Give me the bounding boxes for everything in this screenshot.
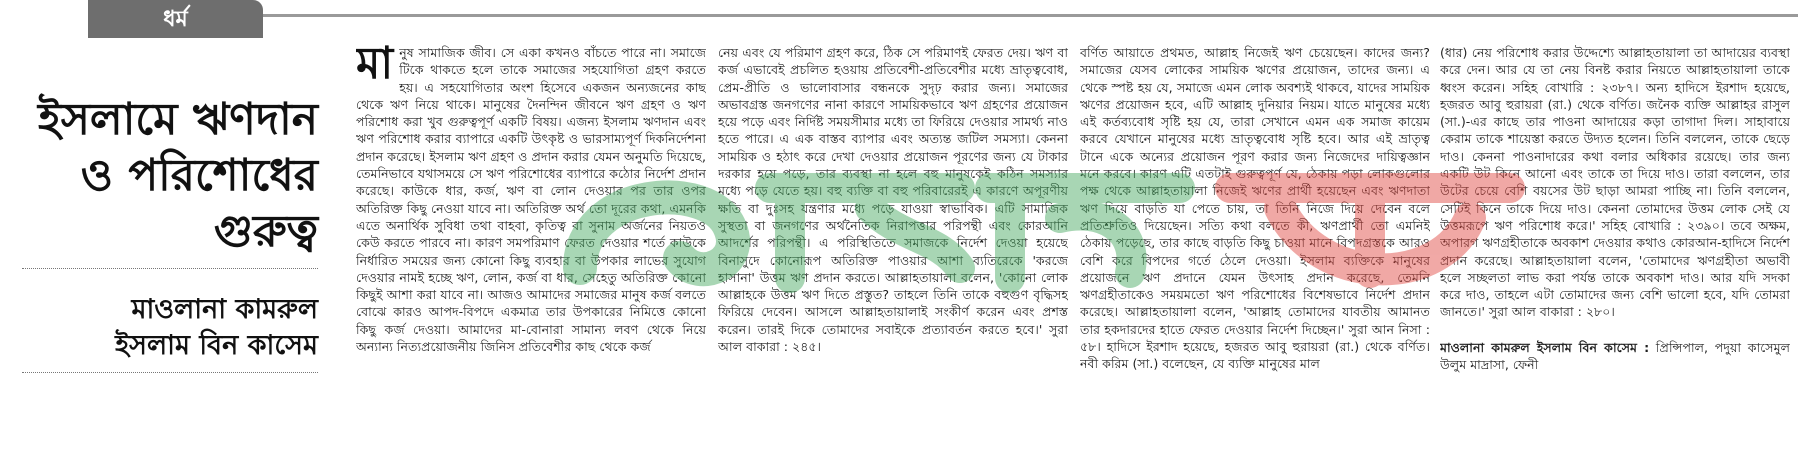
article-column-1: [356, 44, 706, 470]
column-2-text: নেয় এবং যে পরিমাণ গ্রহণ করে, ঠিক সে পরিমাণই ফেরত দেয়। ঋণ বা কর্জ এভাবেই প্রচলিত হওয়ায় প্রতিবেশী-প্রতিবেশীর মধ্যে ভ্রাতৃত্ববোধ, প্রেম-প্রীতি ও ভালোবাসার বন্ধনকে সুদৃঢ় করার জন্য। সমাজের অভাবগ্রস্ত জনগণের নানা কারণে সাময়িকভাবে ঋণ গ্রহণের প্রয়োজন হয়ে পড়ে এবং নির্দিষ্ট সময়সীমার মধ্যে তা ফিরিয়ে দেওয়ার সামর্থ্য নাও হতে পারে। এ এক বাস্তব ব্যাপার এবং অত্যন্ত জটিল সমস্যা। কেননা সাময়িক ও হঠাৎ করে দেখা দেওয়ার প্রয়োজন পূরণের জন্য যে টাকার দরকার হয়ে পড়ে, তার ব্যবস্থা না হলে বহু মানুষকেই কঠিন সমস্যার মধ্যে পড়ে যেতে হয়। বহু ব্যক্তি বা বহু পরিবারেরই এ কারণে অপূরণীয় ক্ষতি বা দুঃসহ যন্ত্রণার মধ্যে পড়ে যাওয়া স্বাভাবিক। এটি সামাজিক সুস্থতা বা জনগণের অর্থনৈতিক নিরাপত্তার পরিপন্থী এবং কোরআনি আদর্শের পরিপন্থী। এ পরিস্থিতিতে সমাজকে নির্দেশ দেওয়া হয়েছে বিনাসুদে কোনোরূপ অতিরিক্ত পাওয়ার আশা ব্যতিরেকে 'করজে হাসানা' উত্তম ঋণ প্রদান করতে। আল্লাহতায়ালা বলেন, 'কোনো লোক আল্লাহকে উত্তম ঋণ দিতে প্রস্তুত? তাহলে তিনি তাকে বহুগুণ বৃদ্ধিসহ ফিরিয়ে দেবেন। আসলে আল্লাহতায়ালাই সংকীর্ণ করেন এবং প্রশস্ত করেন। তারই দিকে তোমাদের সবাইকে প্রত্যাবর্তন করতে হবে।' সুরা আল বাকারা : ২৪৫।: [718, 45, 1068, 355]
author-note-name: মাওলানা কামরুল ইসলাম বিন কাসেম :: [1440, 339, 1650, 355]
divider-bottom: [22, 372, 318, 373]
column-1-text: নুষ সামাজিক জীব। সে একা কখনও বাঁচতে পারে না। সমাজে টিকে থাকতে হলে তাকে সমাজের সহযোগিতা গ্রহণ করতে হয়। এ সহযোগিতার অংশ হিসেবে একজন অন্যজনের কাছ থেকে ঋণ নিয়ে থাকে। মানুষের দৈনন্দিন জীবনে ঋণ গ্রহণ ও ঋণ পরিশোধ করা খুব গুরুত্বপূর্ণ একটি বিষয়। এজন্য ইসলাম ঋণদান এবং ঋণ পরিশোধ করার ব্যাপারে একটি উৎকৃষ্ট ও ভারসাম্যপূর্ণ দিকনির্দেশনা প্রদান করেছে। ইসলাম ঋণ গ্রহণ ও প্রদান করার যেমন অনুমতি দিয়েছে, তেমনিভাবে যথাসময়ে সে ঋণ পরিশোধের ব্যাপারে কঠোর নির্দেশ প্রদান করেছে। কাউকে ধার, কর্জ, ঋণ বা লোন দেওয়ার পর তার ওপর অতিরিক্ত কিছু নেওয়া যাবে না। অতিরিক্ত অর্থ তো দূরের কথা, এমনকি এতে অনার্থিক সুবিধা তথা বাহবা, কৃতিত্ব বা সুনাম অর্জনের নিয়তও কেউ করতে পারবে না। কারণ সমপরিমাণ ফেরত দেওয়ার শর্তে কাউকে নির্ধারিত সময়ের জন্য কোনো কিছু ব্যবহার বা উপকার লাভের সুযোগ দেওয়ার নামই হচ্ছে ঋণ, লোন, কর্জ বা ধার, সেহেতু অতিরিক্ত কোনো কিছুই আশা করা যাবে না। আজও আমাদের সমাজের মানুষ কর্জ বলতে বোঝে কারও আপদ-বিপদে একমাত্র তার উপকারের নিমিত্তে কোনো কিছু কর্জ দেওয়া। আমাদের মা-বোনারা সামান্য লবণ থেকে নিয়ে অন্যান্য নিত্যপ্রয়োজনীয় জিনিস প্রতিবেশীর কাছ থেকে কর্জ: [356, 45, 706, 355]
article-column-3: [1080, 44, 1430, 470]
column-4-text: (ধার) নেয় পরিশোধ করার উদ্দেশ্যে আল্লাহতায়ালা তা আদায়ের ব্যবস্থা করে দেন। আর যে তা নেয় বিনষ্ট করার নিয়তে আল্লাহতায়ালা তাকে ধ্বংস করেন। সহিহ বোখারি : ২৩৮৭। অন্য হাদিসে ইরশাদ হয়েছে, হজরত আবু হুরায়রা (রা.) থেকে বর্ণিত। জনৈক ব্যক্তি আল্লাহর রাসুল (সা.)-এর কাছে তার পাওনা আদায়ের কড়া তাগাদা দিল। সাহাবায়ে কেরাম তাকে শায়েস্তা করতে উদ্যত হলেন। তিনি বললেন, তাকে ছেড়ে দাও। কেননা পাওনাদারের কথা বলার অধিকার রয়েছে। তার জন্য একটি উট কিনে আনো এবং তাকে তা দিয়ে দাও। তারা বললেন, তার উটের চেয়ে বেশি বয়সের উট ছাড়া আমরা পাচ্ছি না। তিনি বললেন, সেটিই কিনে তাকে দিয়ে দাও। কেননা তোমাদের উত্তম লোক সেই যে উত্তমরূপে ঋণ পরিশোধ করে।' সহিহ বোখারি : ২৩৯০। তবে অক্ষম, অপারগ ঋণগ্রহীতাকে অবকাশ দেওয়ার কথাও কোরআন-হাদিসে নির্দেশ প্রদান করেছে। আল্লাহতায়ালা বলেন, 'তোমাদের ঋণগ্রহীতা অভাবী হলে সচ্ছলতা লাভ করা পর্যন্ত তাকে অবকাশ দাও। আর যদি সদকা করে দাও, তাহলে এটা তোমাদের জন্য বেশি ভালো হবে, যদি তোমরা জানতে।' সুরা আল বাকারা : ২৮০।: [1440, 45, 1790, 320]
column-3-text: বর্ণিত আয়াতে প্রথমত, আল্লাহ নিজেই ঋণ চেয়েছেন। কাদের জন্য? সমাজের যেসব লোকের সাময়িক ঋণের প্রয়োজন, তাদের জন্য। এ থেকে স্পষ্ট হয় যে, সমাজে এমন লোক অবশ্যই থাকবে, যাদের সাময়িক ঋণের প্রয়োজন হবে, এটি আল্লাহ দুনিয়ার নিয়ম। যাতে মানুষের মধ্যে এই কর্তব্যবোধ সৃষ্টি হয় যে, তারা সেখানে এমন এক সমাজ কায়েম করবে যেখানে মানুষের মধ্যে ভ্রাতৃত্ববোধ সৃষ্টি হবে। আর এই ভ্রাতৃত্ব টানে একে অন্যের প্রয়োজন পূরণ করার জন্য নিজেদের দায়িত্বজ্ঞান মনে করবে। কারণ এটি এতটাই গুরুত্বপূর্ণ যে, ঠেকায় পড়া লোকগুলোর পক্ষ থেকে আল্লাহতায়ালা নিজেই ঋণের প্রার্থী হয়েছেন এবং ঋণদাতা ঋণ দিয়ে বাড়তি যা পেতে চায়, তা তিনি নিজে দিয়ে দেবেন বলে প্রতিশ্রুতিও দিয়েছেন। সত্যি কথা বলতে কী, ঋণপ্রার্থী তো এমনিই ঠেকায় পড়েছে, তার কাছে বাড়তি কিছু চাওয়া মানে বিপদগ্রস্তকে আরও বেশি করে বিপদের গর্তে ঠেলে দেওয়া। ইসলাম ব্যক্তিকে মানুষের প্রয়োজনে ঋণ প্রদানে যেমন উৎসাহ প্রদান করেছে, তেমনি ঋণগ্রহীতাকেও সময়মতো ঋণ পরিশোধের বিশেষভাবে নির্দেশ প্রদান করেছে। আল্লাহতায়ালা বলেন, 'আল্লাহ তোমাদের যাবতীয় আমানত তার হকদারদের হাতে ফেরত দেওয়ার নির্দেশ দিচ্ছেন।' সুরা আন নিসা : ৫৮। হাদিসে ইরশাদ হয়েছে, হজরত আবু হুরায়রা (রা.) থেকে বর্ণিত। নবী করিম (সা.) বলেছেন, যে ব্যক্তি মানুষের মাল: [1080, 45, 1430, 372]
article-column-4: [1440, 44, 1790, 470]
top-rule: [88, 14, 1798, 17]
byline-line-2: ইসলাম বিন কাসেম: [115, 330, 318, 361]
headline-line-3: গুরুত্ব: [213, 206, 318, 257]
article-headline: [8, 92, 318, 260]
section-label: ধর্ম: [88, 0, 263, 38]
headline-line-1: ইসলামে ঋণদান: [37, 94, 318, 145]
article-column-2: [718, 44, 1068, 470]
author-note-desc: প্রিন্সিপাল, পদুয়া কাসেমুল উলুম মাদ্রাসা, ফেনী: [1440, 339, 1790, 373]
byline-line-1: মাওলানা কামরুল: [131, 294, 318, 325]
author-note: [1440, 339, 1790, 374]
byline: [8, 292, 318, 364]
headline-line-2: ও পরিশোধের: [80, 150, 318, 201]
drop-cap: মা: [356, 44, 394, 89]
divider-top: [22, 268, 318, 269]
